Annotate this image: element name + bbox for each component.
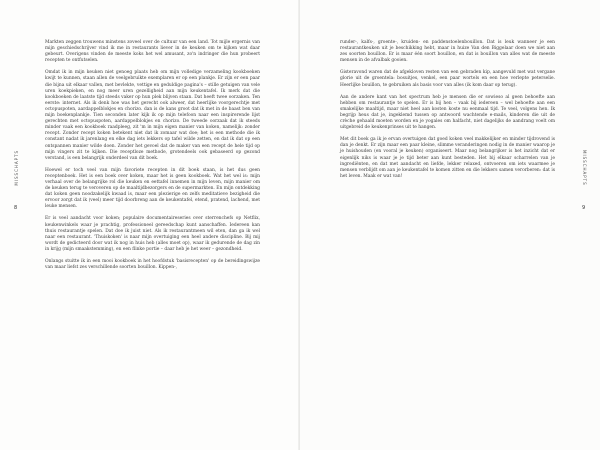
running-header-left: MISSCHAPTS — [14, 150, 19, 186]
paragraph: Markten zeggen trouwens minstens zoveel over de cultuur van een land. Tot mijle ergernis van mijn geschiedschrijver vind ik me in restaurants liever in de keuken om te kijken wat daar gebeurt. Overigens vinden de meeste koks het wel amusant, zo'n indringer die hun probeert recepten te ontfutselen. — [45, 40, 260, 64]
right-page — [300, 0, 600, 450]
page-number-right: 9 — [582, 205, 586, 211]
page-number-left: 8 — [14, 205, 18, 211]
paragraph: Aan de andere kant van het spectrum heb je mensen die er sowieso al geen behoefte aan hebben om restaurantje te spelen. Er is bij hen – vaak bij iedereen – wel behoefte aan een smakelijke maaltijd, maar niet heel aan kosten koste nu eenmaal tijd. Te veel, volgens hen. Ik begrijp heus dat je, ingeklemd tussen op antwoord wachtende e-mails, kinderen die uit de crèche gehaald moeten worden en je yogales om halfacht, niet dagelijks de aandrang voelt om uitgebreid de keukenprinses uit te hangen. — [340, 94, 555, 131]
paragraph: Onlangs stuitte ik in een mooi kookboek in het hoofdstuk 'basisrecepten' op de bereidingswijze van maar liefst zes verschillende soorten bouillon. Kippen-, — [45, 259, 260, 271]
paragraph: Er is veel aandacht voor koken; populaire documentaireseries over sterrenchefs op Netflix, keukenwinkels waar je prachtig, professioneel gereedschap kunt aanschaffen. Iedereen kan thuis restaurantje spelen. Dat doe ik juist niet. Als ik restaurantmeen wil eten, dan ga ik wel naar een restaurant. 'Thuiskoken' is naar mijn overtuiging een heel andere discipline. Bij mij wordt de gedicteerd door wat ik nog in huis heb (alles moet op), waar ik gedurende de dag zin in krijg (mijn smaakstemming), en een flinke portie – daar heb je het weer – gezondheid. — [45, 216, 260, 252]
paragraph: Gisteravond waren dat de afgekloven resten van een gebraden kip, aangevuld met wat vergane glorie uit de groentela: bosuitjes, venkel, een paar wortels en een hoe verlepte peterselie. Heerlijke bouillon, te gebruiken als basis voor van alles (ik kom daar op terug). — [340, 70, 555, 88]
running-header-right: MISSCHAPTS — [582, 150, 587, 186]
left-body-text — [45, 40, 260, 277]
paragraph: Omdat ik in mijn keuken niet genoeg plaats heb om mijn volledige verzameling kookboeken kwijt te kunnen, staan allen de veelgebruikte exemplaren er op een plankje. Er zijn er een paar die bijna uit elkaar vallen, met bevlekte, vettige en geduldige pagina's – stille getuigen van vele uren koekpieken, en nog meer uren gezelligheid aan mijn keukentafel. Ik merk dat die kookboeken de laatste tijd steeds vaker op hun plek blijven staan. Dat heeft twee oorzaken. Ten eerste: internet. Als ik denk hoe was het gerecht ook alweer, dat heerlijke voorgerechtje met octopuspoten, aardappelblokjes en chorizo. dan is de kans groot dat ik met in de baast ben van mijn boekenplankje. Tien seconden later kijk ik op mijn telefoon naar een inspirerende lijst gerechten met octopuspoten, aardappelblokjes en chorizo. De tweede oorzaak dat ik steeds minder vaak een kookboek raadpleeg, zit 'm in mijn eigen manier van koken, namelijk: zonder recept. Zonder recept koken betekent niet dat ik zomaar wat doe; het is een methode die ik constant nadat ik jarenlang en elke dag iets lekkers op tafel wilde zetten, en dat ik dat op een ontspannen manier wilde doen. Zonder het gevoel dat de maker van een recept de hele tijd op mijn vingers zit te kijken. Die receptloze methode, grotendeels ook gebaseerd op gezond verstand, is een belangrijk onderdeel van dit boek. — [45, 70, 260, 161]
right-body-text — [340, 40, 555, 186]
paragraph: runder-, kalfs-, groente-, kruiden- en paddenstoelenbouillon. Dat is leuk wanneer je een restaurantkeuken uit je beschikking hebt, maar in huize Van den Biggelaar doen we niet aan zes soorten bouillon. Er is maar één soort bouillon, en dat is bouillon van alles wat de meeste mensen in de afvalbak gooien. — [340, 40, 555, 64]
paragraph: Met dit boek ga ik je ervan overtuigen dat goed koken veel makkelijker en minder tijdrovend is dan je denkt. Er zijn maar een paar kleine, slimme veranderingen nodig in de manier waarop je je huishouden (en vooral je keuken) organiseert. Maar nog belangrijker is het inzicht dat er eigenlijk niks is waar je je tijd beter aan kunt besteden. Het bij elkaar scharrelen van je ingrediënten, en dat met aandacht en liefde, lekker relaxed, ontvoeren om iets waarmee je mensen verblijdt om aan je keukentafel te komen zitten en die lekkers samen verorberen: dat is het leven. Maak er wat van! — [340, 137, 555, 179]
paragraph: Hoewel er toch veel van mijn favoriete recepten in dit boek staan, is het dus geen receptenboek. Het is een boek over koken, maar het is geen kookboek. Wat het wel is: mijn verhaal over de belangrijke rol die keuken en eettafel innemen in mijn leven, mijn manier om de keuken terug te veroveren op de maaltijdbezorgers en de supermarkten. En mijn ontdekking dat koken geen noodzakelijk kwaad is, maar een plezierige en zelfs meditatieve bezigheid die ervoor zorgt dat ik (veel) meer tijd doorbreng aan de keukentafel, etend, pratend, lachend, met leuke mensen. — [45, 167, 260, 210]
